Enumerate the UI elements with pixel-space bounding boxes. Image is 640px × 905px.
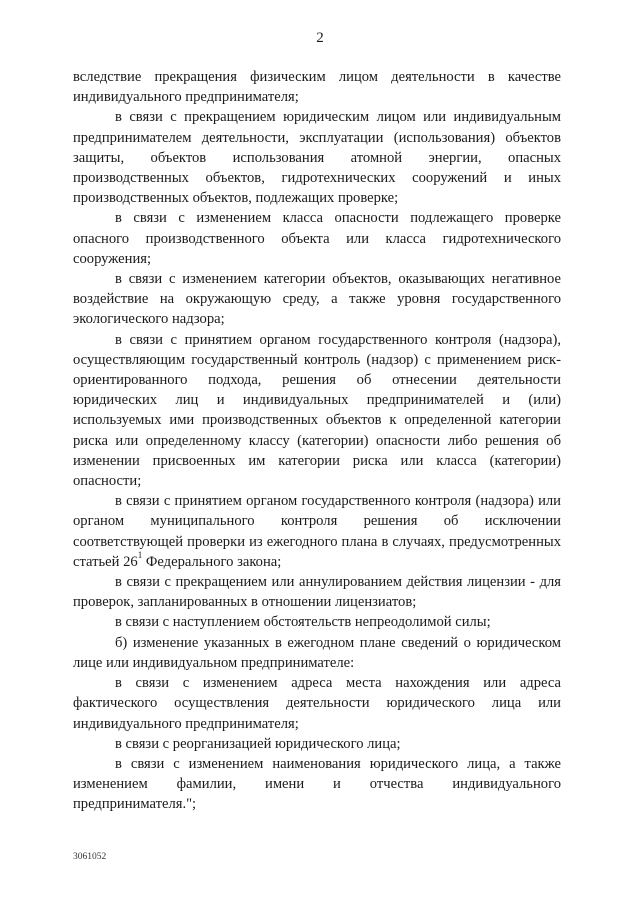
- paragraph-10: в связи с изменением адреса места нахождения или адреса фактического осуществления деятельности юридического лица или индивидуального предпринимателя;: [73, 675, 561, 732]
- paragraph-1: вследствие прекращения физическим лицом деятельности в качестве индивидуального предпринимателя;: [73, 69, 561, 106]
- paragraph-8: в связи с наступлением обстоятельств непреодолимой силы;: [115, 614, 491, 631]
- paragraph-2: в связи с прекращением юридическим лицом или индивидуальным предпринимателем деятельности, эксплуатации (использования) объектов защиты, объектов использования атомной энергии, опасных производственных объектов, гидротехнических сооружений и иных производственных объектов, подлежащих проверке;: [73, 109, 561, 207]
- paragraph-11: в связи с реорганизацией юридического лица;: [115, 735, 401, 752]
- document-code: 3061052: [73, 852, 107, 862]
- paragraph-6-text: в связи с принятием органом государственного контроля (надзора) или органом муниципального контроля решения об исключении соответствующей проверки из ежегодного плана в случаях, предусмотренных статьей 26: [73, 493, 561, 570]
- paragraph-5: в связи с принятием органом государственного контроля (надзора), осуществляющим государственный контроль (надзор) с применением риск-ориентированного подхода, решения об отнесении деятельности юридических лиц и индивидуальных предпринимателей и (или) используемых ими производственных объектов к определенной категории риска или определенному классу (категории) опасности либо решения об изменении присвоенных им категории риска или класса (категории) опасности;: [73, 331, 561, 490]
- paragraph-7: в связи с прекращением или аннулированием действия лицензии - для проверок, запланированных в отношении лицензиатов;: [73, 574, 561, 611]
- paragraph-12: в связи с изменением наименования юридического лица, а также изменением фамилии, имени и отчества индивидуального предпринимателя.";: [73, 755, 561, 813]
- paragraph-6: [73, 491, 561, 572]
- document-body: [73, 67, 561, 815]
- page-number: 2: [316, 30, 324, 46]
- paragraph-4: в связи с изменением категории объектов, оказывающих негативное воздействие на окружающую среду, а также уровня государственного экологического надзора;: [73, 271, 561, 328]
- paragraph-9: б) изменение указанных в ежегодном плане сведений о юридическом лице или индивидуальном предпринимателе:: [73, 634, 561, 671]
- paragraph-6-text-end: Федерального закона;: [142, 553, 282, 570]
- paragraph-3: в связи с изменением класса опасности подлежащего проверке опасного производственного объекта или класса гидротехнического сооружения;: [73, 210, 561, 267]
- article-superscript: 1: [137, 550, 143, 561]
